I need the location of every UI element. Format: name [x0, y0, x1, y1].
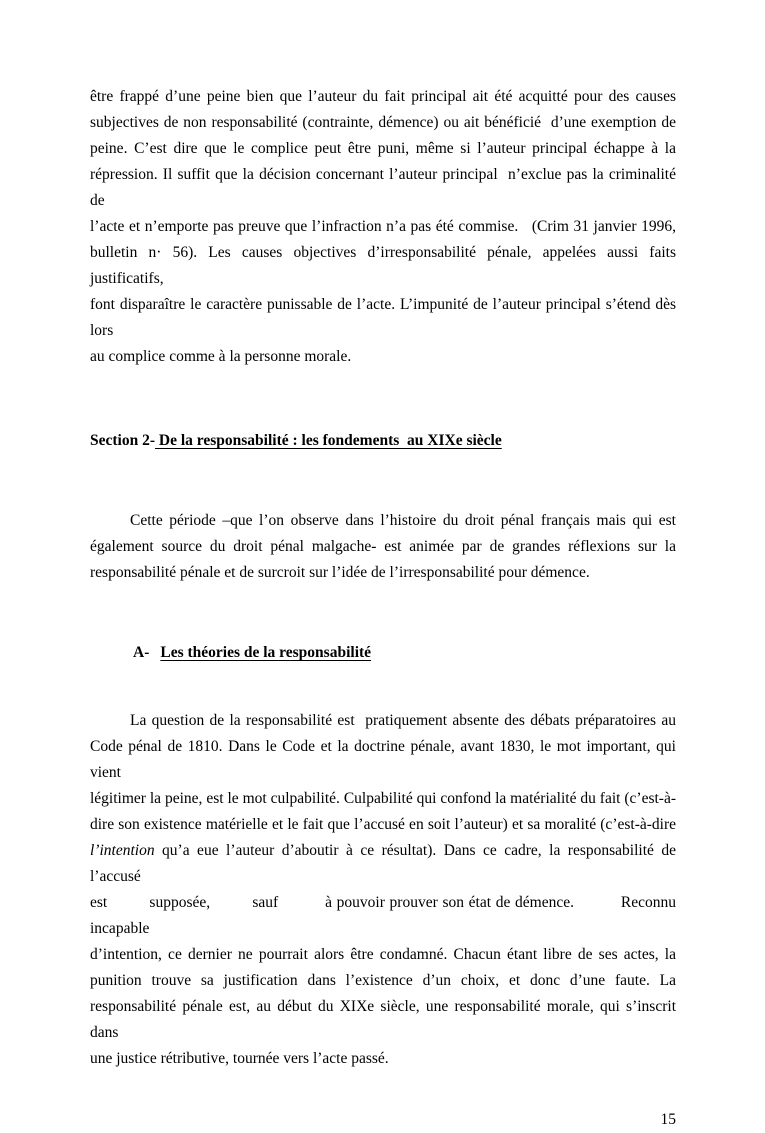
text-line: répression. Il suffit que la décision concernant l’auteur principal n’exclue pas la criminalité de [90, 166, 676, 209]
section-2-heading [90, 428, 676, 454]
section-2-label: Section 2- [90, 432, 156, 449]
text-line: Cette période –que l’on observe dans l’histoire du droit pénal français mais qui est [130, 512, 676, 529]
text-column [90, 84, 676, 1133]
text-line: La question de la responsabilité est pratiquement absente des débats préparatoires au [130, 712, 676, 729]
text-line: punition trouve sa justification dans l’existence d’un choix, et donc d’une faute. La [90, 972, 676, 989]
heading-a-title: Les théories de la responsabilité [160, 644, 372, 661]
text-line: bulletin n· 56). Les causes objectives d’irresponsabilité pénale, appelées aussi faits justificatifs, [90, 244, 676, 287]
paragraph-3-part2 [90, 890, 676, 1072]
text-line: subjectives de non responsabilité (contrainte, démence) ou ait bénéficié d’une exemption de [90, 114, 676, 131]
text-line: d’intention, ce dernier ne pourrait alors être condamné. Chacun étant libre de ses actes, la [90, 946, 676, 963]
text-line: responsabilité pénale est, au début du XIXe siècle, une responsabilité morale, qui s’inscrit dans [90, 998, 676, 1041]
text-line: l’acte et n’emporte pas preuve que l’infraction n’a pas été commise. (Crim 31 janvier 1996, [90, 218, 676, 235]
paragraph-3 [90, 708, 676, 1072]
text-line: également source du droit pénal malgache- est animée par de grandes réflexions sur la [90, 538, 676, 555]
text-line: est supposée, sauf à pouvoir prouver son état de démence. Reconnu incapable [90, 894, 676, 937]
paragraph-3-part1 [90, 708, 676, 838]
line-rest: qu’a eue l’auteur d’aboutir à ce résultat). Dans ce cadre, la responsabilité de l’accusé [90, 842, 676, 885]
page-number: 15 [660, 1111, 676, 1128]
text-line: au complice comme à la personne morale. [90, 348, 352, 365]
text-line-italic-lead [90, 838, 676, 890]
text-line: Code pénal de 1810. Dans le Code et la doctrine pénale, avant 1830, le mot important, qui vient [90, 738, 676, 781]
text-line: peine. C’est dire que le complice peut être puni, même si l’auteur principal échappe à la [90, 140, 676, 157]
text-line: font disparaître le caractère punissable de l’acte. L’impunité de l’auteur principal s’étend dès lors [90, 296, 676, 339]
heading-a [133, 640, 676, 666]
italic-term: l’intention [90, 842, 155, 859]
paragraph-1 [90, 84, 676, 370]
text-line: une justice rétributive, tournée vers l’acte passé. [90, 1050, 389, 1067]
paragraph-2 [90, 508, 676, 586]
text-line: responsabilité pénale et de surcroit sur l’idée de l’irresponsabilité pour démence. [90, 564, 590, 581]
text-line: dire son existence matérielle et le fait que l’accusé en soit l’auteur) et sa moralité (c’est-à-dire [90, 816, 676, 833]
section-2-title: De la responsabilité : les fondements au XIXe siècle [155, 432, 502, 449]
text-line: être frappé d’une peine bien que l’auteur du fait principal ait été acquitté pour des causes [90, 88, 676, 105]
text-line: légitimer la peine, est le mot culpabilité. Culpabilité qui confond la matérialité du fait (c’est-à- [90, 790, 676, 807]
heading-a-label: A- [133, 644, 150, 661]
document-page [0, 84, 765, 1128]
